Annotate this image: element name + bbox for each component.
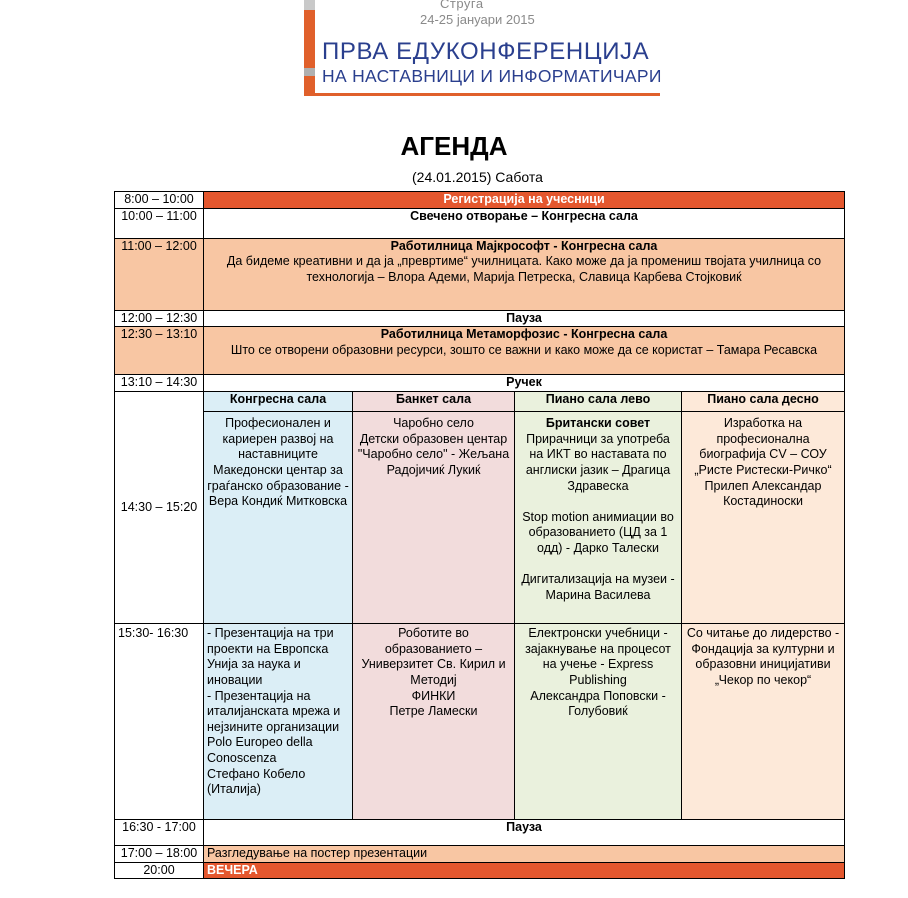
table-row [115,327,845,375]
session-text: Роботите во образованието – Универзитет Св. Кирил и Методиј ФИНКИ Петре Ламески [361,626,506,719]
session-cell [204,412,353,624]
table-row [115,624,845,820]
table-row [115,820,845,846]
session-cell [353,624,515,820]
session-description: Што се отворени образовни ресурси, зошто се важни и како може да се користат – Тамара Ресавска [230,342,818,357]
time-cell: 12:30 – 13:10 [115,327,204,375]
session-text: - Презентација на три проекти на Европска Унија за наука и иновации - Презентација на италијанската мрежа и нејзините организации Polo Europeo della Conoscenza Стефано Кобело (Италија) [207,626,341,797]
session-cell [682,412,845,624]
time-cell: 14:30 – 15:20 [115,392,204,624]
session-cell [204,327,845,375]
conference-city: Струга [440,0,484,11]
session-cell: Регистрација на учесници [204,192,845,209]
time-cell: 17:00 – 18:00 [115,846,204,863]
table-row [115,208,845,238]
session-cell [515,412,682,624]
hall-header: Конгресна сала [204,392,353,412]
hall-header: Пиано сала десно [682,392,845,412]
session-cell [204,238,845,310]
time-cell: 10:00 – 11:00 [115,208,204,238]
session-title: Работилница Метаморфозис - Конгресна сала [380,327,668,342]
table-row [115,846,845,863]
session-cell: Разгледување на постер презентации [204,846,845,863]
session-cell: Пауза [204,820,845,846]
session-cell [353,412,515,624]
conference-subtitle: НА НАСТАВНИЦИ И ИНФОРМАТИЧАРИ [322,66,662,86]
session-description: Да бидеме креативни и да ја „превртиме“ училницата. Како може да ја промениш твојата училница со технологија – Влора Адеми, Марија Петреска, Славица Карбева Стојковиќ [226,254,822,284]
session-title: Британски совет [545,416,651,431]
time-cell: 12:00 – 12:30 [115,310,204,327]
conference-title: ПРВА ЕДУКОНФЕРЕНЦИЈА [322,38,650,65]
session-text: Со читање до лидерство - Фондација за културни и образовни иницијативи „Чекор по чекор“ [686,626,840,687]
time-cell: 13:10 – 14:30 [115,375,204,392]
pencil-logo-icon [304,0,315,95]
agenda-date: (24.01.2015) Сабота [412,169,543,185]
session-text: Професионален и кариерен развој на наставниците Македонски центар за граѓанско образование - Вера Кондиќ Митковска [207,416,349,509]
time-cell: 15:30- 16:30 [115,624,204,820]
time-cell: 8:00 – 10:00 [115,192,204,209]
agenda-table [114,191,845,879]
table-row [115,862,845,879]
table-row [115,310,845,327]
session-text: Чаробно село Детски образовен центар "Чаробно село" - Жељана Радојичиќ Лукиќ [357,416,510,477]
page-title: АГЕНДА [400,131,508,161]
hall-header: Банкет сала [353,392,515,412]
conference-dates: 24-25 јануари 2015 [420,12,535,27]
session-cell [204,624,353,820]
table-row [115,192,845,209]
session-cell [515,624,682,820]
session-cell: Ручек [204,375,845,392]
table-row [115,375,845,392]
session-cell: Свечено отворање – Конгресна сала [204,208,845,238]
session-title: Работилница Мајкрософт - Конгресна сала [390,238,658,253]
table-row [115,392,845,412]
table-row [115,238,845,310]
session-text: Електронски учебници - зајакнување на процесот на учење - Express Publishing Александра Поповски - Голубовиќ [525,626,671,719]
time-cell: 20:00 [115,862,204,879]
session-text: Прирачници за употреба на ИКТ во наставата по англиски јазик – Драгица Здравеска Stop motion анимиации во образованието (ЦД за 1 одд) - Дарко Талески Дигитализација на музеи - Марина Василева [521,431,675,602]
hall-header: Пиано сала лево [515,392,682,412]
session-cell: ВЕЧЕРА [204,862,845,879]
logo-divider [304,93,660,96]
session-cell: Пауза [204,310,845,327]
session-cell [682,624,845,820]
time-cell: 16:30 - 17:00 [115,820,204,846]
table-row [115,412,845,624]
time-cell: 11:00 – 12:00 [115,238,204,310]
session-text: Изработка на професионална биографија CV – СОУ „Ристе Ристески-Ричко“ Прилеп Александар Костадиноски [694,416,832,509]
